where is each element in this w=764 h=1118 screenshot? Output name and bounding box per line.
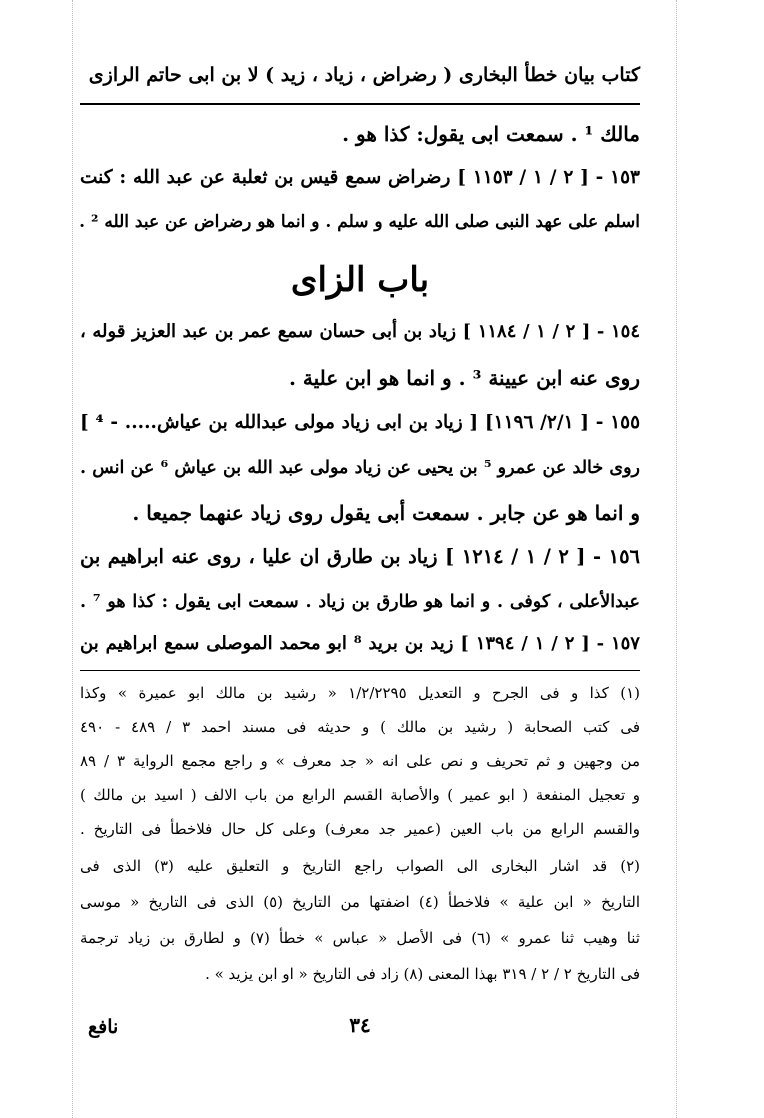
text-line: عبدالأعلى ، كوفى . و انما هو طارق بن زياد . سمعت ابى يقول : كذا هو ⁷ . [80, 592, 640, 612]
footnote-line: (١) كذا و فى الجرح و التعديل ١/٢/٢٢٩٥ « رشيد بن مالك ابو عميرة » وكذا [80, 684, 640, 702]
text-line: اسلم على عهد النبى صلى الله عليه و سلم . و انما هو رضراض عن عبد الله ² . [79, 212, 640, 232]
header-rule [80, 103, 640, 105]
text-line: روى عنه ابن عيينة ³ . و انما هو ابن علية . [288, 366, 640, 390]
footnote-line: ثنا وهيب ثنا عمرو » (٦) فى الأصل « عباس » خطأ (٧) و لطارق بن زياد ترجمة [80, 929, 640, 947]
footnote-line: من وجهين و ثم تحريف و نص على انه « جد معرف » و راجع مجمع الرواية ٣ / ٨٩ [80, 752, 640, 770]
right-margin-dotted-rule [676, 0, 677, 1118]
text-line: و انما هو عن جابر . سمعت أبى يقول روى زياد عنهما جميعا . [132, 501, 640, 525]
chapter-title: باب الزاى [290, 260, 430, 300]
text-line: روى خالد عن عمرو ⁵ بن يحيى عن زياد مولى عبد الله بن عياش ⁶ عن انس . [80, 458, 640, 478]
footnote-line: التاريخ « ابن علية » فلاخطأ (٤) اضفتها من التاريخ (٥) الذى فى التاريخ « موسى [80, 893, 641, 911]
page-number: ٣٤ [349, 1013, 371, 1037]
footnote-line: والقسم الرابع من باب العين (عمير جد معرف) وعلى كل حال فلاخطأ فى التاريخ . [80, 820, 640, 838]
running-header: كتاب بيان خطأ البخارى ( رضراض ، زياد ، زيد ) لا بن ابى حاتم الرازى [88, 64, 640, 86]
text-line: مالك ¹ . سمعت ابى يقول: كذا هو . [342, 122, 640, 146]
entry-154: ١٥٤ - [ ٢ / ١ / ١١٨٤ ] زياد بن أبى حسان سمع عمر بن عبد العزيز قوله ، [80, 321, 640, 342]
entry-153: ١٥٣ - [ ٢ / ١ / ١١٥٣ ] رضراض سمع قيس بن ثعلبة عن عبد الله : كنت [80, 167, 640, 188]
entry-156: ١٥٦ - [ ٢ / ١ / ١٢١٤ ] زياد بن طارق ان عليا ، روى عنه ابراهيم بن [80, 545, 641, 568]
footnote-line: فى كتب الصحابة ( رشيد بن مالك ) و حديثه فى مسند احمد ٣ / ٤٨٩ - ٤٩٠ [80, 718, 641, 736]
footer-signature: نافع [88, 1016, 119, 1038]
footnote-line: و تعجيل المنفعة ( ابو عمير ) والأصابة القسم الرابع من باب الالف ( اسيد بن مالك ) [80, 786, 640, 804]
footnote-rule [80, 670, 640, 671]
left-margin-dotted-rule [72, 0, 73, 1118]
entry-157: ١٥٧ - [ ٢ / ١ / ١٣٩٤ ] زيد بن بريد ⁸ ابو محمد الموصلى سمع ابراهيم بن [80, 633, 640, 654]
footnote-line: فى التاريخ ٢ / ٢ / ٣١٩ بهذا المعنى (٨) زاد فى التاريخ « او ابن يزيد » . [205, 965, 640, 983]
footnote-line: (٢) قد اشار البخارى الى الصواب راجع التاريخ و التعليق عليه (٣) الذى فى [80, 857, 640, 875]
entry-155: ١٥٥ - [ ٢/١/ ١١٩٦] [ زياد بن ابى زياد مولى عبدالله بن عياش..... - ⁴ ] [80, 412, 641, 433]
